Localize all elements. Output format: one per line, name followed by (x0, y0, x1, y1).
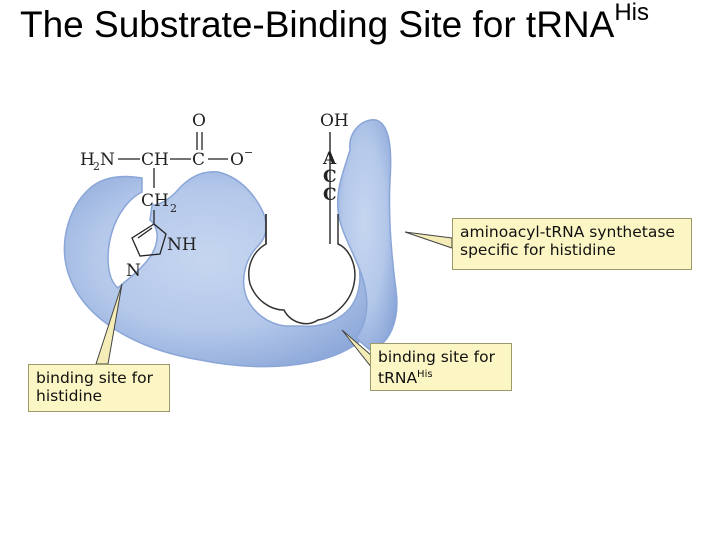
alpha-carbon-label: CH (141, 150, 169, 170)
ring-n-label: N (126, 261, 141, 281)
trna-base-a: A (323, 149, 337, 169)
trna-site-callout-superscript: His (417, 369, 433, 380)
trna-base-c2: C (323, 185, 337, 205)
trna-site-callout-line2: tRNA (378, 369, 418, 388)
methylene-subscript: 2 (170, 202, 177, 215)
histidine-site-callout-line1: binding site for (36, 369, 153, 387)
trna-site-callout-line1: binding site for (378, 348, 495, 366)
histidine-site-callout-line2: histidine (36, 387, 103, 405)
trna-site-callout (370, 343, 512, 391)
carboxylate-charge-label: − (244, 146, 254, 159)
carboxyl-oxygen-label: O (192, 111, 206, 131)
amine-n-label: N (100, 150, 115, 170)
amine-h-label: H (80, 150, 95, 170)
ring-nh-label: NH (167, 235, 197, 255)
methylene-label: CH (141, 191, 169, 211)
enzyme-callout-line2: specific for histidine (460, 241, 616, 259)
trna-site-callout-line2-wrap (378, 366, 504, 387)
slide-title-text: The Substrate-Binding Site for tRNA (20, 4, 615, 45)
trna-hydroxyl-label: OH (320, 111, 349, 131)
carboxylate-oxygen-label: O (230, 150, 244, 170)
carbonyl-carbon-label: C (192, 150, 206, 170)
histidine-site-callout (28, 364, 170, 412)
trna-base-c1: C (323, 167, 337, 187)
slide-title-superscript: His (614, 0, 650, 26)
amine-h-subscript: 2 (93, 160, 100, 173)
enzyme-leader (405, 232, 452, 248)
enzyme-callout (452, 218, 692, 270)
enzyme-callout-line1: aminoacyl-tRNA synthetase (460, 223, 675, 241)
